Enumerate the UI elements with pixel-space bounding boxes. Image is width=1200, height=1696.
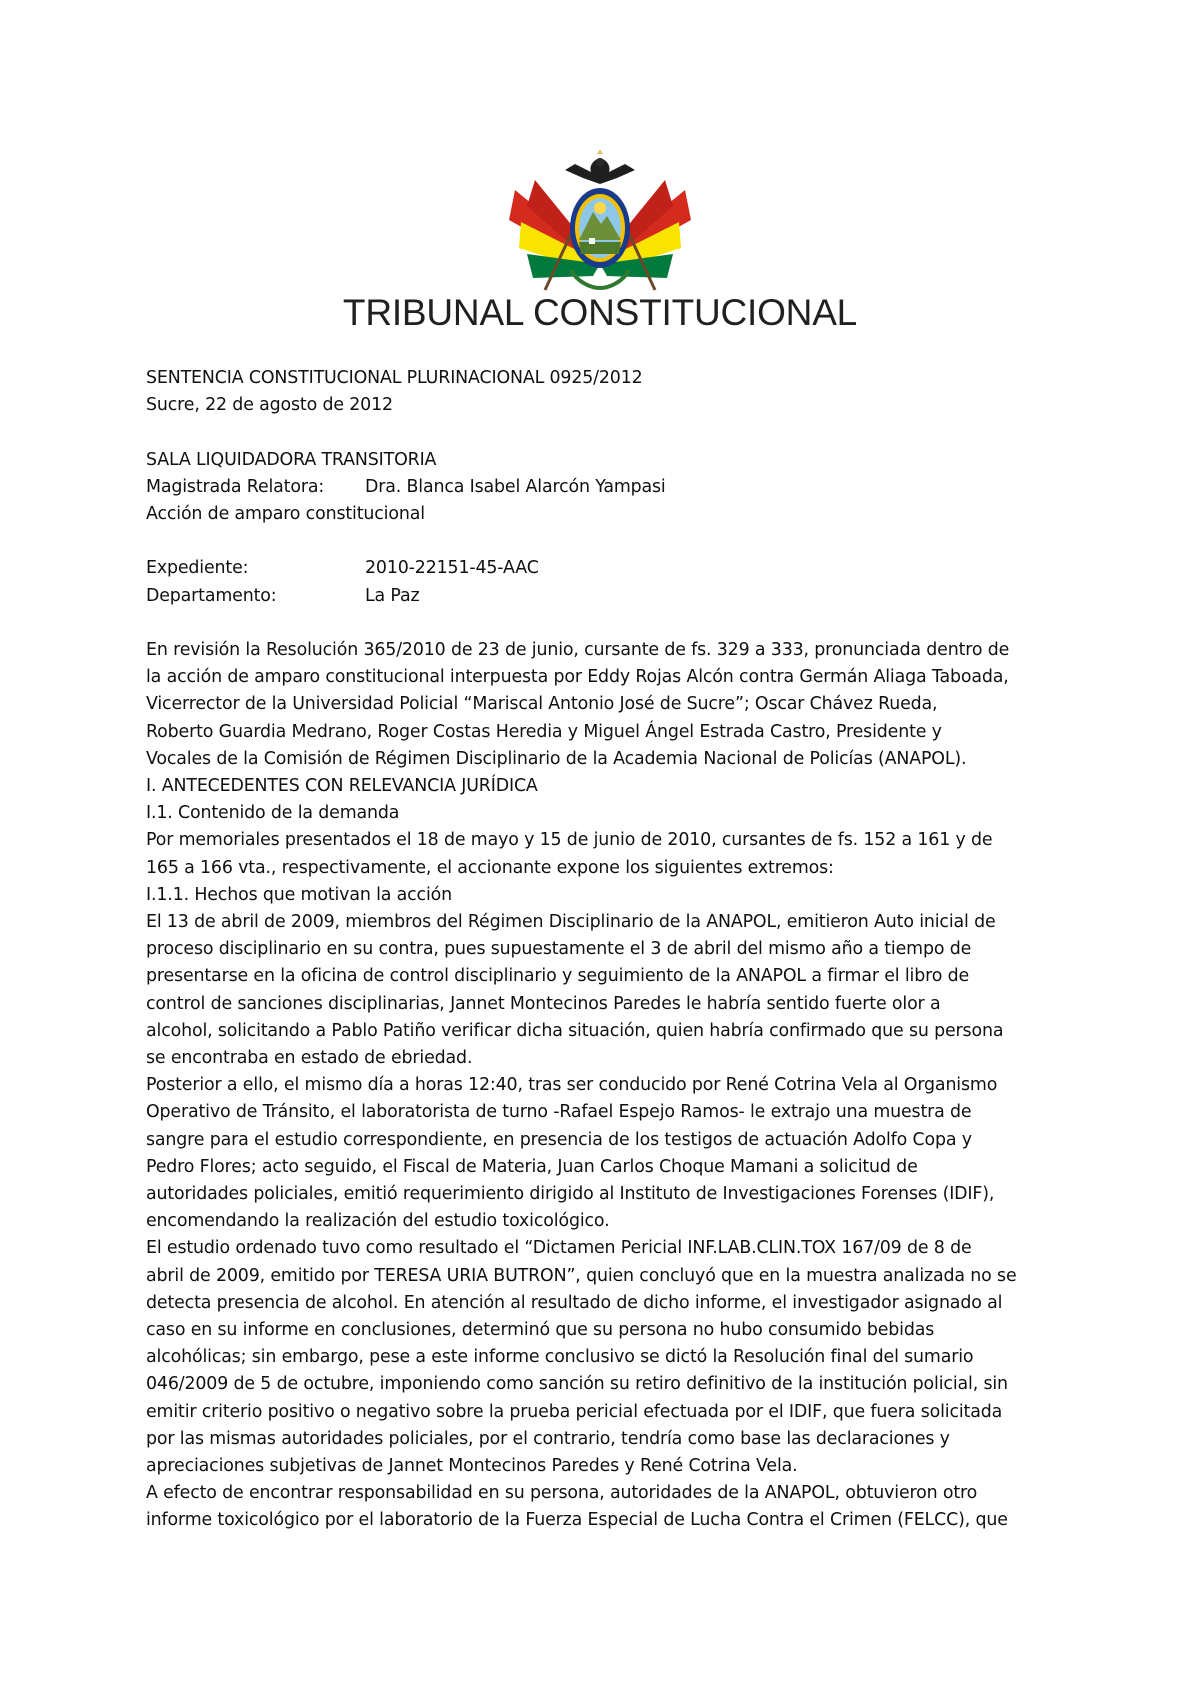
text-line: sangre para el estudio correspondiente, en presencia de los testigos de actuación Adolfo Copa y [146, 1129, 972, 1150]
text-line: Roberto Guardia Medrano, Roger Costas Heredia y Miguel Ángel Estrada Castro, Presidente y [146, 721, 942, 742]
subsubsection-heading: I.1.1. Hechos que motivan la acción [146, 884, 453, 905]
text-line: A efecto de encontrar responsabilidad en su persona, autoridades de la ANAPOL, obtuvieron otro [146, 1483, 978, 1504]
text-line: informe toxicológico por el laboratorio de la Fuerza Especial de Lucha Contra el Crimen (FELCC), que [146, 1510, 1008, 1531]
text-line: detecta presencia de alcohol. En atención al resultado de dicho informe, el investigador asignado al [146, 1292, 1003, 1313]
action-type: Acción de amparo constitucional [146, 504, 425, 524]
text-line: Por memoriales presentados el 18 de mayo y 15 de junio de 2010, cursantes de fs. 152 a 161 y de [146, 830, 993, 851]
hechos-paragraph-2 [146, 1072, 1066, 1235]
relatora-label: Magistrada Relatora: [146, 476, 325, 497]
text-line: alcohol, solicitando a Pablo Patiño verificar dicha situación, quien habría confirmado que su persona [146, 1020, 1004, 1041]
hechos-paragraph-3 [146, 1235, 1066, 1480]
departamento-label: Departamento: [146, 585, 277, 606]
departamento-row [146, 583, 1066, 610]
departamento-value: La Paz [365, 585, 420, 606]
text-line: control de sanciones disciplinarias, Jannet Montecinos Paredes le habría sentido fuerte olor a [146, 993, 941, 1014]
sala-name: SALA LIQUIDADORA TRANSITORIA [146, 449, 437, 470]
text-line: emitir criterio positivo o negativo sobre la prueba pericial efectuada por el IDIF, que fuera solicitada [146, 1401, 1003, 1422]
document-body [146, 365, 1066, 1535]
text-line: El estudio ordenado tuvo como resultado el “Dictamen Pericial INF.LAB.CLIN.TOX 167/09 de 8 de [146, 1238, 972, 1259]
hechos-paragraph-1 [146, 909, 1066, 1072]
institution-title: TRIBUNAL CONSTITUCIONAL [342, 292, 858, 333]
text-line: Operativo de Tránsito, el laboratorista de turno -Rafael Espejo Ramos- le extrajo una muestra de [146, 1102, 972, 1123]
text-line: la acción de amparo constitucional interpuesta por Eddy Rojas Alcón contra Germán Aliaga Taboada, [146, 667, 1009, 688]
text-line: apreciaciones subjetivas de Jannet Montecinos Paredes y René Cotrina Vela. [146, 1456, 798, 1477]
text-line: presentarse en la oficina de control disciplinario y seguimiento de la ANAPOL a firmar el libro de [146, 966, 970, 987]
bolivia-coat-of-arms-icon [505, 150, 695, 302]
text-line: 046/2009 de 5 de octubre, imponiendo como sanción su retiro definitivo de la institución policial, sin [146, 1374, 1008, 1395]
text-line: abril de 2009, emitido por TERESA URIA BUTRON”, quien concluyó que en la muestra analizada no se [146, 1265, 1017, 1286]
text-line: Posterior a ello, el mismo día a horas 12:40, tras ser conducido por René Cotrina Vela al Organismo [146, 1075, 998, 1096]
text-line: Pedro Flores; acto seguido, el Fiscal de Materia, Juan Carlos Choque Mamani a solicitud de [146, 1156, 918, 1177]
hechos-paragraph-4 [146, 1480, 1066, 1534]
text-line: autoridades policiales, emitió requerimiento dirigido al Instituto de Investigaciones Forenses (IDIF), [146, 1184, 995, 1205]
text-line: por las mismas autoridades policiales, por el contrario, tendría como base las declaraciones y [146, 1428, 950, 1449]
section-heading: I. ANTECEDENTES CON RELEVANCIA JURÍDICA [146, 776, 538, 796]
subsection-heading: I.1. Contenido de la demanda [146, 803, 400, 824]
text-line: se encontraba en estado de ebriedad. [146, 1048, 473, 1069]
text-line: Vicerrector de la Universidad Policial “Mariscal Antonio José de Sucre”; Oscar Chávez Rueda, [146, 694, 938, 715]
text-line: En revisión la Resolución 365/2010 de 23 de junio, cursante de fs. 329 a 333, pronunciada dentro de [146, 639, 1010, 660]
relatora-row [146, 474, 1066, 501]
place-date: Sucre, 22 de agosto de 2012 [146, 395, 393, 416]
expediente-label: Expediente: [146, 558, 249, 579]
text-line: alcohólicas; sin embargo, pese a este informe conclusivo se dictó la Resolución final del sumario [146, 1347, 974, 1368]
text-line: proceso disciplinario en su contra, pues supuestamente el 3 de abril del mismo año a tiempo de [146, 939, 972, 960]
text-line: El 13 de abril de 2009, miembros del Régimen Disciplinario de la ANAPOL, emitieron Auto inicial de [146, 912, 996, 933]
relatora-value: Dra. Blanca Isabel Alarcón Yampasi [365, 476, 666, 497]
text-line: Vocales de la Comisión de Régimen Disciplinario de la Academia Nacional de Policías (ANAPOL). [146, 748, 967, 769]
condor [565, 150, 635, 184]
expediente-row [146, 555, 1066, 582]
demanda-paragraph [146, 827, 1066, 881]
intro-paragraph [146, 637, 1066, 773]
document-title: SENTENCIA CONSTITUCIONAL PLURINACIONAL 0925/2012 [146, 368, 643, 388]
text-line: encomendando la realización del estudio toxicológico. [146, 1211, 610, 1232]
text-line: caso en su informe en conclusiones, determinó que su persona no hubo consumido bebidas [146, 1320, 935, 1341]
expediente-value: 2010-22151-45-AAC [365, 558, 539, 579]
text-line: 165 a 166 vta., respectivamente, el accionante expone los siguientes extremos: [146, 857, 834, 878]
